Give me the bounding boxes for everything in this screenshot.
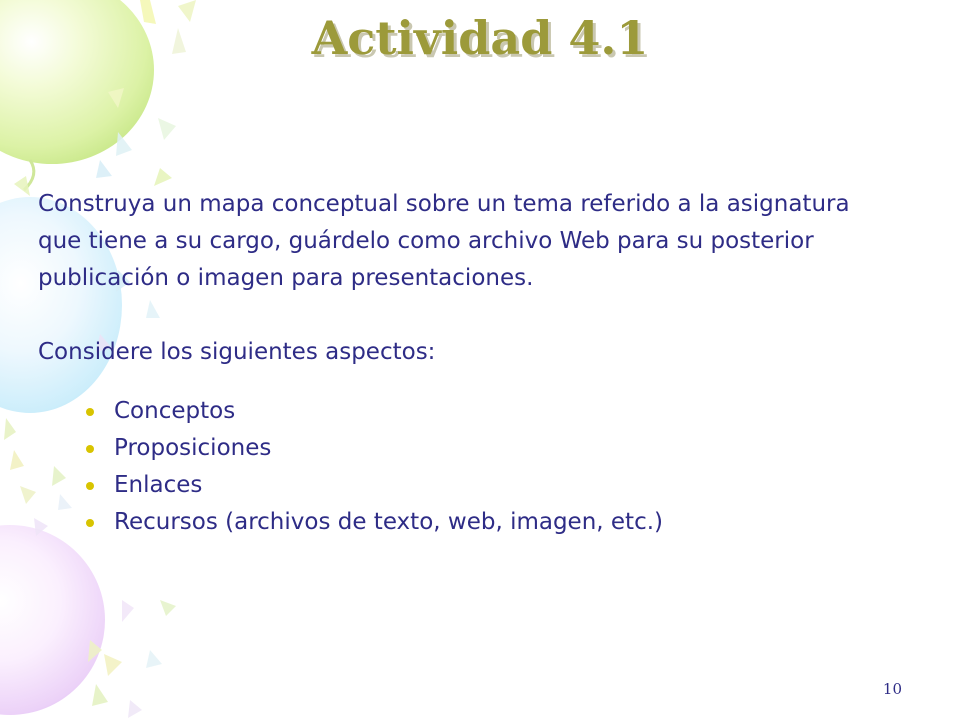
slide-body — [38, 186, 898, 541]
list-item — [86, 504, 898, 541]
list-item-label: Proposiciones — [114, 435, 272, 461]
bullet-dot-icon — [86, 445, 94, 453]
instruction-paragraph: Construya un mapa conceptual sobre un tema referido a la asignatura que tiene a su cargo, guárdelo como archivo Web para su posterior publicación o imagen para presentaciones. — [38, 191, 850, 291]
bullet-dot-icon — [86, 408, 94, 416]
page-number: 10 — [882, 680, 902, 698]
slide-title: Actividad 4.1 — [311, 11, 649, 65]
list-item — [86, 393, 898, 430]
list-item-label: Recursos (archivos de texto, web, imagen, etc.) — [114, 509, 664, 535]
aspects-list — [86, 393, 898, 541]
list-item-label: Conceptos — [114, 398, 236, 424]
aspects-intro: Considere los siguientes aspectos: — [38, 339, 436, 365]
pink-balloon-icon — [0, 525, 105, 715]
list-item — [86, 430, 898, 467]
list-item — [86, 467, 898, 504]
bullet-dot-icon — [86, 519, 94, 527]
list-item-label: Enlaces — [114, 472, 203, 498]
bullet-dot-icon — [86, 482, 94, 490]
